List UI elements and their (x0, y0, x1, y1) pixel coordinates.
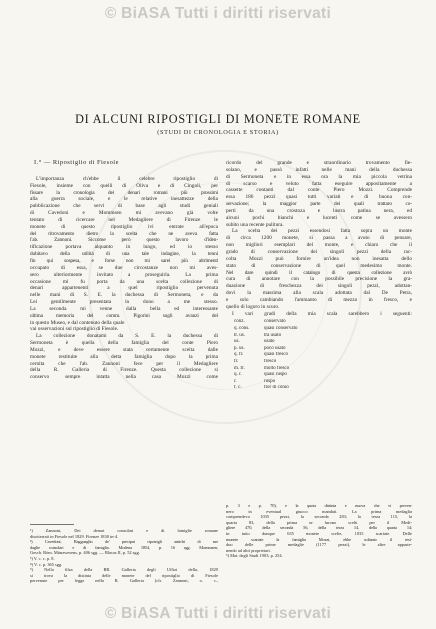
scale-key: tr. us. (234, 332, 245, 338)
text-line: della R. Galleria di Firenze. Questa collezione si (30, 367, 218, 374)
text-line: I vari gradi della mia scala sarebbero i seguenti: (232, 310, 412, 317)
footnote-line: ⁴) V. c. p. 365 sgg. (30, 561, 63, 567)
text-line: Fiesole, insieme con quelli di Oliva e di Cingoli, per (30, 182, 218, 189)
scale-desc: quasi fresco (264, 352, 289, 358)
scale-desc: molto fresco (264, 365, 290, 371)
text-line: duazione di freschezza dei singoli pezzi, adottan- (226, 283, 412, 290)
scale-row (234, 333, 354, 340)
text-line: perti da una crostoza e lustra patina nera, ed (226, 207, 412, 214)
text-line: quello di logoro in scuro. (226, 303, 280, 310)
scale-desc: quasi ruspo (264, 372, 287, 378)
text-line: fin qui sospesa, e forse non mi sarei più altrimenti (30, 257, 218, 264)
footnote-line: quarta 83, della prima se furono scelti per il Medi- (226, 519, 412, 525)
conservation-scale-table (234, 319, 354, 392)
scale-key: conz. (234, 319, 245, 325)
text-line: di Cavedoni e Mommsen mi avevano già volte (30, 210, 218, 217)
footnote-line: comprendeva 1035 pezzi, la seconda 283; la terza 115, la (226, 514, 412, 520)
left-column (30, 160, 218, 381)
scale-key: q. cons. (234, 326, 250, 331)
footnote-line: ¹) Zannoni, Dei denari consolari e di famiglie romane (30, 528, 218, 533)
right-column (226, 160, 412, 394)
scale-desc: conservato (264, 319, 286, 325)
scale-desc: fior di conio (264, 385, 289, 391)
text-line: nelle mani di S. E. la duchessa di Sermoneta, e da (30, 292, 218, 299)
footnotes-right (226, 503, 412, 559)
footnote-line: monete scartate la famiglia Mozzi, ebbe soltanto il resi- (226, 536, 412, 542)
text-line: occupato di essa, se due circostanze non mi aves- (30, 264, 218, 271)
scale-row (234, 339, 354, 346)
text-line: ultima memoria del comm. Pigorini sugli avanzi del (30, 312, 218, 319)
footnote-line: duo delle prime medaglie (1177 pezzi), le altre apparte- (226, 542, 412, 548)
text-line: monete restituite alla detta famiglia dopo la prima (30, 353, 218, 360)
text-line: l'ab. Zannoni. Siccome però questo lavoro d'iden- (30, 237, 218, 244)
text-line: Lei gentilmente presentata in dono a me stesso. (30, 299, 218, 306)
text-line: pubblicazione che servi di base agli studi geniali (30, 203, 218, 210)
scale-row (234, 319, 354, 326)
text-line: La scelta dei pezzi essendosi fatta sopra un monte (232, 228, 412, 235)
text-line: sero ulteriormente invitato a proseguirla. La prima (30, 271, 218, 278)
scale-key: p. us. (234, 345, 245, 351)
text-line: stato di conservazione di quel medesimo monte. (226, 262, 412, 269)
text-line: conservo sempre intatta nella casa Mozzi come (30, 374, 218, 381)
text-line: solano, e passò infatti nelle mani della duchessa (226, 166, 412, 173)
text-line: La collezione donatami da S. E. la duchessa di (36, 333, 218, 340)
footnote-rule (30, 524, 74, 525)
scale-desc: quasi conservato (264, 326, 298, 331)
text-line: in questo Museo, e dal contenuto della quale (30, 319, 125, 326)
text-line: cassette contanti dal conte Piero Mozzi. Comprende (226, 187, 412, 194)
scale-row (234, 385, 354, 392)
watermark-bottom: © BiASA Tutti i diritti riservati (104, 605, 332, 622)
scale-desc: poco usato (264, 345, 286, 351)
text-line: essa 186 pezzi quasi tutti variati e di buona con- (226, 194, 412, 201)
text-line: tentato di ricercare nel Medagliere di Firenze le (30, 216, 218, 223)
footnote-line: ⁵) Nella filza della RR. Galleria degli Uffizi della, 1829 (30, 567, 218, 573)
text-line: colta Mozzi può fornire un'idea non inesatta dello (226, 255, 412, 262)
footnotes-left (30, 521, 218, 584)
text-line: cura di annotare con la possibile precisione la gra- (226, 276, 412, 283)
scale-key: us. (234, 339, 240, 345)
text-line: cernita che l'ab. Zannoni fece per il Medagliere (30, 360, 218, 367)
scale-desc: fresco (264, 358, 277, 364)
page-subtitle: (STUDI DI CRONOLOGIA E STORIA) (157, 129, 279, 136)
scale-row (234, 372, 354, 379)
text-line: di scarso e veluto fatta eseguire appositamente a (226, 180, 412, 187)
text-line: alla guerra sociale, e le relative inesattezze della (30, 196, 218, 203)
page-title: DI ALCUNI RIPOSTIGLI DI MONETE ROMANE (75, 112, 361, 126)
text-line: denari appartenenti a quel ripostiglio pervenuta (30, 285, 218, 292)
text-line: monete di questo ripostiglio ivi entrate all'epoca (30, 223, 218, 230)
text-line: Mozzi, e deve essere stata certamente scelta dalle (30, 346, 218, 353)
scale-row (234, 326, 354, 333)
footnote-line: ⁶) Mat. degli Studi 1903, p. 254. (226, 553, 283, 559)
footnote-line: daglie consolari e di famiglia. Modena 1854, p. 16 sgg. Mommsen, (30, 544, 218, 550)
footnote-line: pervenute per legge nella R. Galleria (cfr. Zannoni, o. c., (30, 578, 218, 584)
text-line: La seconda mi venne dalla bella ed interessante (30, 305, 218, 312)
scale-row (234, 346, 354, 353)
scale-key: q. r. (234, 372, 242, 378)
text-line: dubitavo della utilità di una tale indagine, la tenni (30, 251, 218, 258)
watermark-top: © BiASA Tutti i diritti riservati (104, 5, 332, 22)
text-line: occasione mi fu porta da una scelta collezione di (30, 278, 218, 285)
text-line: ricordo del grande e straordinario trovamento fie- (226, 160, 412, 166)
footnote-line: gliere 470, della seconda 56, della terza 14, della quarta 14; (226, 525, 412, 531)
scale-key: f. c. (234, 385, 242, 391)
footnote-line: ³) V. c. c. p. 8. (30, 555, 55, 561)
footnote-line: si trova la distinta delle monete del ripostiglio di Fiesole (30, 572, 218, 578)
text-line: grado di conservazione dei singoli pezzi della rac- (226, 248, 412, 255)
footnote-line: disotterrati in Fiesole nel 1829. Firenze 1830 in-4. (30, 533, 119, 539)
scale-row (234, 379, 354, 386)
scale-key: r. (234, 378, 237, 384)
footnote-line: nero in eventual giuoco mandati. La prima medaglia (226, 508, 412, 514)
scale-row (234, 352, 354, 359)
scale-key: m. fr. (234, 365, 245, 371)
text-line: subito una recente pulitura. (226, 221, 284, 228)
text-line: non migliori esemplari del monte, e chiaro che il (226, 242, 412, 249)
scale-key: fr. (234, 358, 239, 364)
text-line: dovi la massima alla scala adottata dal De Petra, (226, 290, 412, 297)
text-line: di Sermoneta e in essa ora la mia piccola vetrina (226, 173, 412, 180)
text-line: di circa 1200 monete, si passa a avuto di pensare, (226, 235, 412, 242)
text-line: vai osservazioni sul ripostiglio di Fiesole. (30, 326, 119, 333)
scale-key: q. fr. (234, 352, 244, 358)
text-line: Nel dare quindi il catalogo di questa collezione avrò (226, 269, 412, 276)
footnote-line: ²) Cavedoni, Ragguaglio de' precipui ripostigli antichi di me (30, 539, 218, 545)
scale-row (234, 366, 354, 373)
text-line: fissare la cronologia dei denari romani più prossimi (30, 189, 218, 196)
text-line: servazione; la maggior parte dei quali trattaro co- (226, 201, 412, 208)
text-line: L'importanza ch'ebbe il celebre ripostiglio di (36, 175, 218, 182)
left-column-text (30, 176, 218, 381)
scale-desc: trà usato (264, 332, 282, 338)
scale-desc: usato (264, 339, 275, 345)
scale-row (234, 359, 354, 366)
footnote-line: nendo ad altri proprietari. (226, 547, 271, 553)
text-line: tificazione portava alquanto in lungo, ed io stesso (30, 244, 218, 251)
section-heading: I.° — Ripostiglio di Fiesole (34, 160, 119, 166)
footnote-line: p. 3 e p. 70), e la quota distinta e nuova che vi perven- (226, 503, 412, 508)
text-line: alcuni pochi bianchi e lucenti come se avessero (226, 214, 412, 221)
text-line: del ritrovamento dietro la scelta che ne aveva fatta (30, 230, 218, 237)
scale-desc: ruspo (264, 378, 276, 384)
text-line: Sermoneta è quella della famiglia del conte Piero (30, 340, 218, 347)
text-line: e solo cambiando l'ammanto di mezzo in fresco, e (226, 296, 412, 303)
footnote-line: in tutto dunque 635 monete scelte, 1035 scartate. Delle (226, 530, 412, 536)
footnote-line: Gesch. Röm. Münzwesens, p. 406 sgg. — Blacas II, p. 52 sgg. (30, 550, 140, 556)
